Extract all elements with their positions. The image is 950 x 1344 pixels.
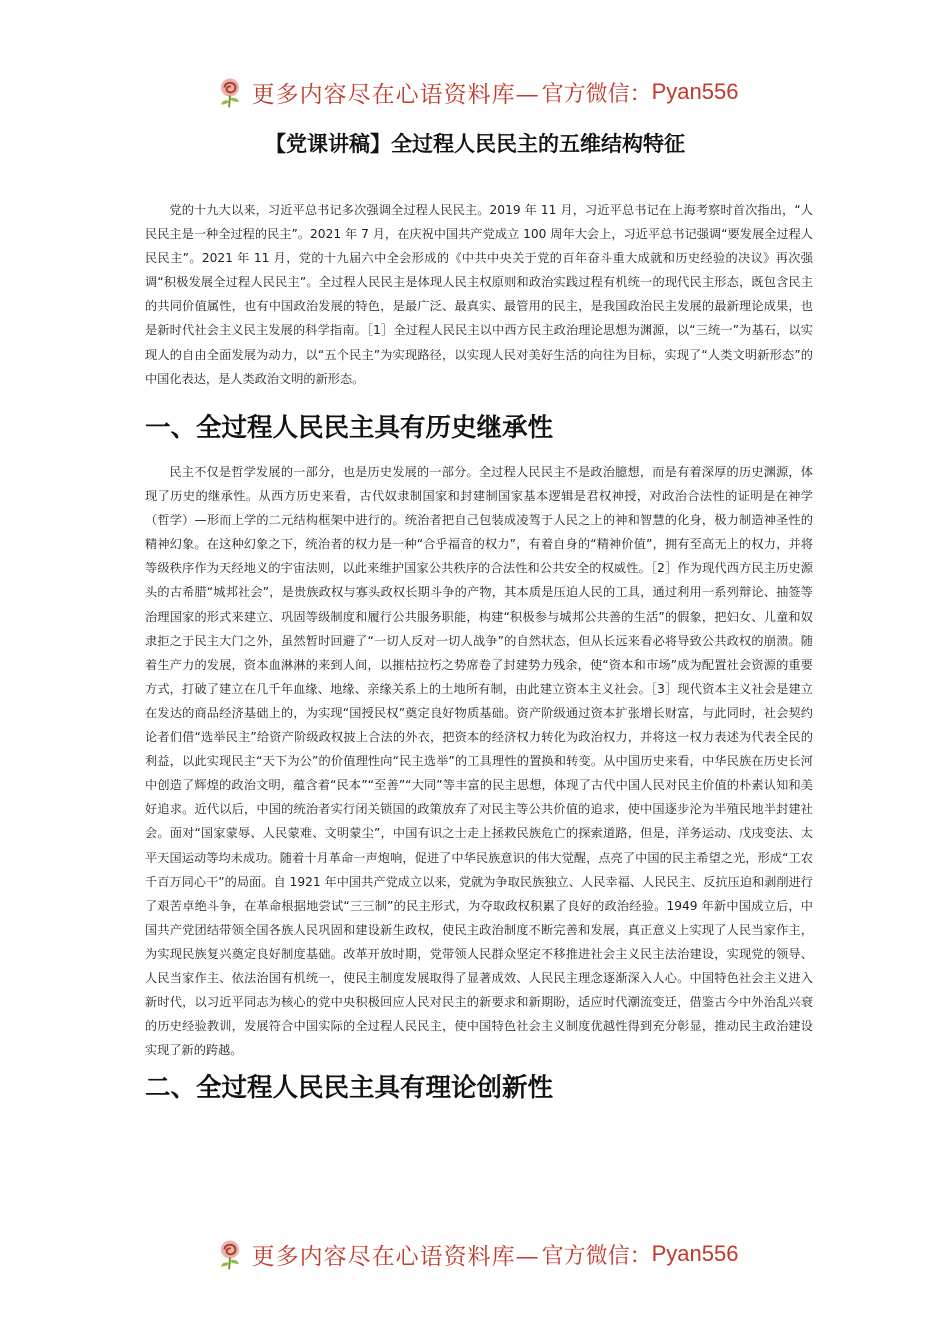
banner-text: 更多内容尽在心语资料库— <box>251 81 540 108</box>
banner-wechat-label: 官方微信： <box>541 81 652 107</box>
rose-logo-icon <box>212 1236 248 1272</box>
intro-paragraph: 党的十九大以来，习近平总书记多次强调全过程人民民主。2019 年 11 月，习近平总书记在上海考察时首次指出，“人民民主是一种全过程的民主”。2021 年 7 月，在庆祝中国共产党成立 100 周年大会上，习近平总书记强调“要发展全过程人民民主”。2021 年 11 月，党的十九届六中全会形成的《中共中央关于党的百年奋斗重大成就和历史经验的决议》再次强调“积极发展全过程人民民主”。全过程人民民主是体现人民主权原则和政治实践过程有机统一的现代民主形态，既包含民主的共同价值属性，也有中国政治发展的特色，是最广泛、最真实、最管用的民主，是我国政治民主发展的最新理论成果，也是新时代社会主义民主发展的科学指南。［1］全过程人民民主以中西方民主政治理论思想为渊源，以“三统一”为基石，以实现人的自由全面发展为动力，以“五个民主”为实现路径，以实现人民对美好生活的向往为目标，实现了“人类文明新形态”的中国化表达，是人类政治文明的新形态。 <box>145 203 813 386</box>
section-body-1: 民主不仅是哲学发展的一部分，也是历史发展的一部分。全过程人民民主不是政治臆想，而是有着深厚的历史渊源，体现了历史的继承性。从西方历史来看，古代奴隶制国家和封建制国家基本逻辑是君权神授，对政治合法性的证明是在神学（哲学）—形而上学的二元结构框架中进行的。统治者把自己包装成凌驾于人民之上的神和智慧的化身，极力制造神圣性的精神幻象。在这种幻象之下，统治者的权力是一种“合乎福音的权力”，有着自身的“精神价值”，拥有至高无上的权力，并将等级秩序作为天经地义的宇宙法则，以此来维护国家公共秩序的合法性和公共安全的权威性。［2］作为现代西方民主历史源头的古希腊“城邦社会”，是贵族政权与寡头政权长期斗争的产物，其本质是压迫人民的工具，通过利用一系列辩论、抽签等治理国家的形式来建立、巩固等级制度和履行公共服务职能，构建“积极参与城邦公共善的生活”的假象，把妇女、儿童和奴隶拒之于民主大门之外，虽然暂时回避了“一切人反对一切人战争”的自然状态，但从长远来看必将导致公共政权的崩溃。随着生产力的发展，资本血淋淋的来到人间，以摧枯拉朽之势席卷了封建势力残余，使“资本和市场”成为配置社会资源的重要方式，打破了建立在几千年血缘、地缘、亲缘关系上的土地所有制，由此建立资本主义社会。［3］现代资本主义社会是建立在发达的商品经济基础上的，为实现“国授民权”奠定良好物质基础。资产阶级通过资本扩张增长财富，与此同时，社会契约论者们借“选举民主”给资产阶级政权披上合法的外衣，把资本的经济权力转化为政治权力，并将这一权力表述为代表全民的利益，以此实现民主“天下为公”的价值理性向“民主选举”的工具理性的置换和转变。从中国历史来看，中华民族在历史长河中创造了辉煌的政治文明，蕴含着“民本”“至善”“大同”等丰富的民主思想，体现了古代中国人民对民主价值的朴素认知和美好追求。近代以后，中国的统治者实行闭关锁国的政策放弃了对民主等公共价值的追求，使中国逐步沦为半殖民地半封建社会。面对“国家蒙辱、人民蒙难、文明蒙尘”，中国有识之士走上拯救民族危亡的探索道路，但是，洋务运动、戊戌变法、太平天国运动等均未成功。随着十月革命一声炮响，促进了中华民族意识的伟大觉醒，点亮了中国的民主希望之光，形成“工农千百万同心干”的局面。自 1921 年中国共产党成立以来，党就为争取民族独立、人民幸福、人民民主、反抗压迫和剥削进行了艰苦卓绝斗争，在革命根据地尝试“三三制”的民主形式，为夺取政权积累了良好的政治经验。1949 年新中国成立后，中国共产党团结带领全国各族人民巩固和建设新生政权，使民主政治制度不断完善和发展，真正意义上实现了人民当家作主，为实现民族复兴奠定良好制度基础。改革开放时期，党带领人民群众坚定不移推进社会主义民主法治建设，实现党的领导、人民当家作主、依法治国有机统一，使民主制度发展取得了显著成效、人民民主理念逐渐深入人心。中国特色社会主义进入新时代，以习近平同志为核心的党中央积极回应人民对民主的新要求和新期盼，适应时代潮流变迁，借鉴古今中外治乱兴衰的历史经验教训，发展符合中国实际的全过程人民民主，使中国特色社会主义制度优越性得到充分彰显，推动民主政治建设实现了新的跨越。 <box>145 465 813 1058</box>
banner-wechat-id: Pyan556 <box>651 1241 739 1266</box>
section-heading-2: 二、全过程人民民主具有理论创新性 <box>145 1073 554 1103</box>
banner-wechat-id: Pyan556 <box>651 79 739 104</box>
header-banner <box>0 70 950 114</box>
banner-text: 更多内容尽在心语资料库— <box>251 1243 540 1270</box>
section-heading-1: 一、全过程人民民主具有历史继承性 <box>145 413 554 443</box>
document-title: 【党课讲稿】全过程人民民主的五维结构特征 <box>265 132 685 156</box>
rose-logo-icon <box>212 74 248 110</box>
footer-banner <box>0 1232 950 1276</box>
banner-wechat-label: 官方微信： <box>541 1243 652 1269</box>
